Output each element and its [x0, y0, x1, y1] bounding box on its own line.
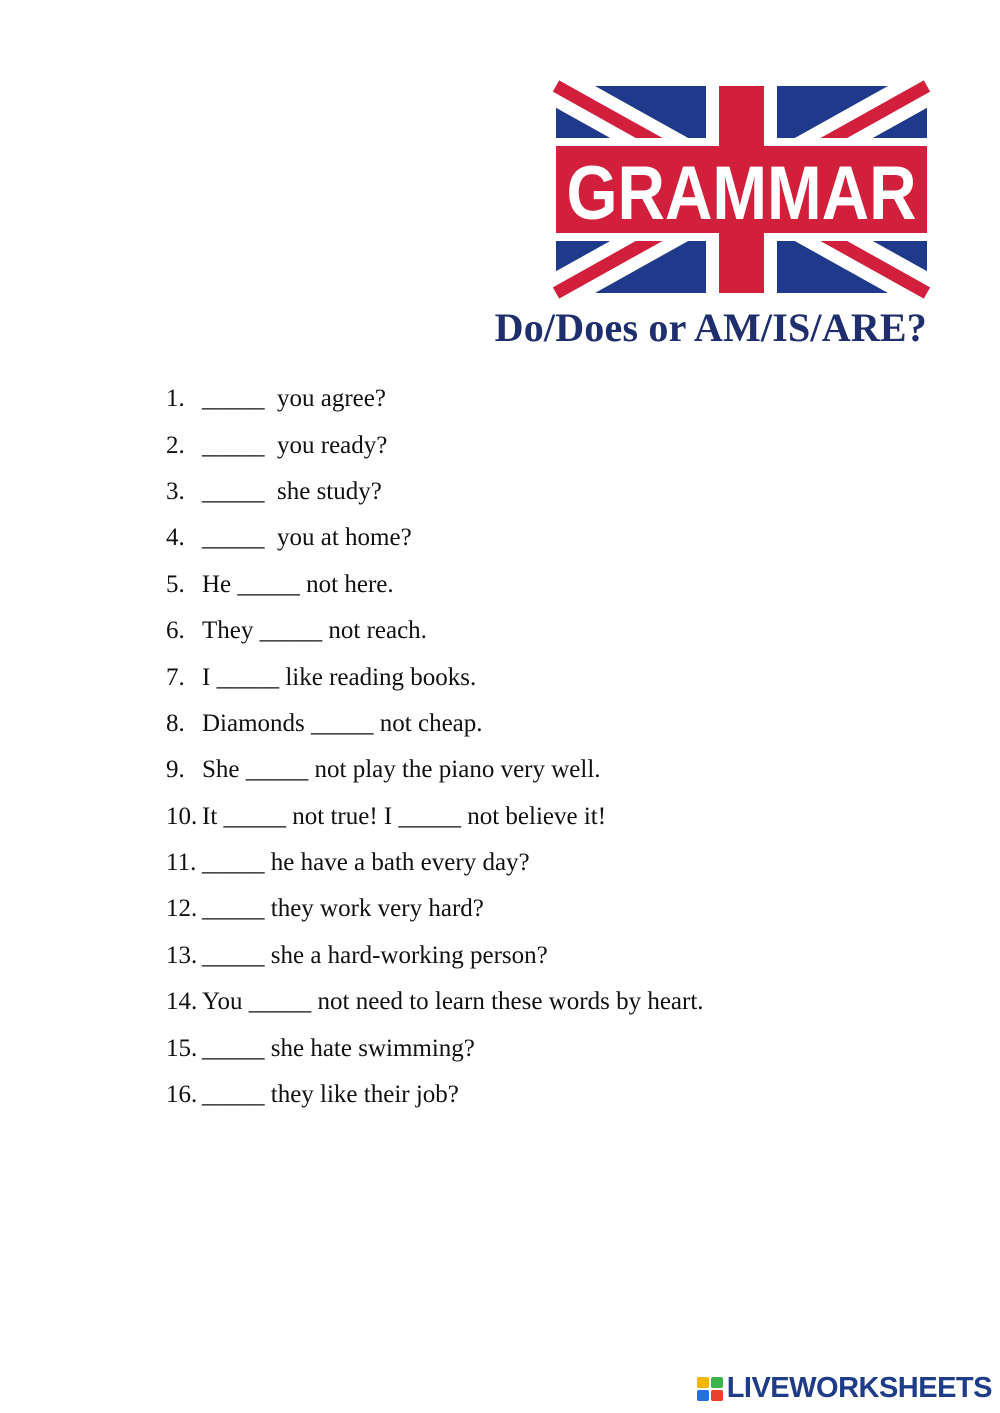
question-item [166, 1072, 704, 1118]
question-item [166, 608, 704, 654]
question-item [166, 654, 704, 700]
question-text: I _____ like reading books. [202, 663, 477, 691]
question-item [166, 515, 704, 561]
question-text: He _____ not here. [202, 570, 394, 598]
question-text: It _____ not true! I _____ not believe it! [202, 802, 607, 830]
grammar-flag-logo [556, 86, 927, 293]
question-number: 2. [166, 431, 185, 459]
question-number: 15. [166, 1034, 198, 1062]
question-number: 14. [166, 988, 198, 1016]
question-text: _____ you at home? [202, 524, 412, 552]
question-number: 5. [166, 570, 185, 598]
question-item [166, 747, 704, 793]
liveworksheets-logo [697, 1372, 992, 1405]
question-text: _____ they work very hard? [202, 895, 484, 923]
question-number: 1. [166, 385, 185, 413]
question-number: 16. [166, 1081, 198, 1109]
question-text: _____ you agree? [202, 385, 386, 413]
question-number: 10. [166, 802, 198, 830]
question-text: _____ she hate swimming? [202, 1034, 475, 1062]
question-number: 8. [166, 709, 185, 737]
question-item [166, 840, 704, 886]
question-text: _____ he have a bath every day? [202, 849, 530, 877]
question-text: _____ she a hard-working person? [202, 941, 548, 969]
question-item [166, 422, 704, 468]
question-item [166, 794, 704, 840]
liveworksheets-brand: LIVEWORKSHEETS [726, 1372, 992, 1404]
question-item [166, 979, 704, 1025]
question-text: _____ you ready? [202, 431, 388, 459]
question-item [166, 562, 704, 608]
worksheet-title: Do/Does or AM/IS/ARE? [494, 305, 927, 350]
question-number: 11. [166, 849, 197, 877]
question-number: 6. [166, 617, 185, 645]
question-item [166, 701, 704, 747]
question-number: 3. [166, 477, 185, 505]
question-text: _____ they like their job? [202, 1081, 459, 1109]
grammar-logo-text: GRAMMAR [566, 151, 917, 236]
question-number: 7. [166, 663, 185, 691]
question-item [166, 1025, 704, 1071]
question-text: Diamonds _____ not cheap. [202, 709, 483, 737]
question-item [166, 469, 704, 515]
question-item [166, 376, 704, 422]
question-text: You _____ not need to learn these words by heart. [202, 988, 704, 1016]
question-number: 9. [166, 756, 185, 784]
question-list [166, 376, 704, 1118]
question-text: _____ she study? [202, 477, 382, 505]
question-number: 4. [166, 524, 185, 552]
question-item [166, 933, 704, 979]
question-text: They _____ not reach. [202, 617, 427, 645]
question-item [166, 886, 704, 932]
question-text: She _____ not play the piano very well. [202, 756, 601, 784]
liveworksheets-mark-icon [697, 1377, 723, 1401]
question-number: 13. [166, 941, 198, 969]
question-number: 12. [166, 895, 198, 923]
